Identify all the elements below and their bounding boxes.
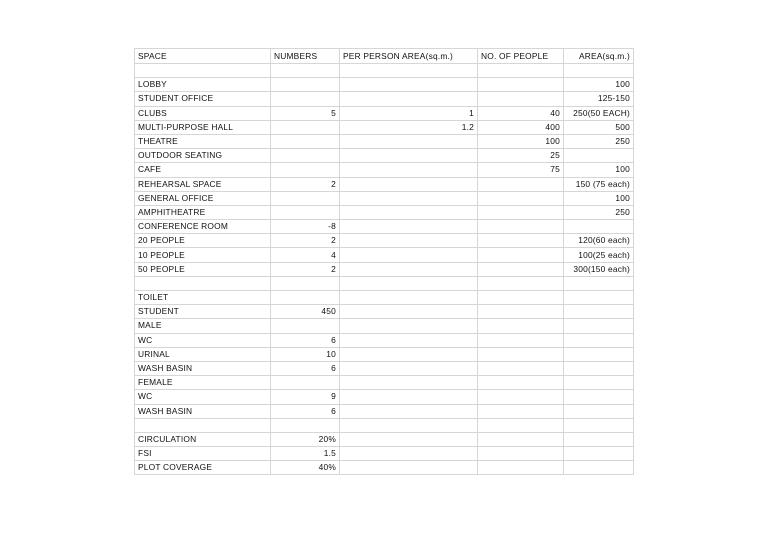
numbers-cell: [271, 418, 340, 432]
area-cell: 100: [564, 163, 634, 177]
space-cell: MALE: [135, 319, 271, 333]
no-of-people-cell: [478, 276, 564, 290]
numbers-cell: 6: [271, 361, 340, 375]
no-of-people-cell: [478, 78, 564, 92]
space-cell: FEMALE: [135, 376, 271, 390]
per-person-area-cell: [340, 291, 478, 305]
table-row: [135, 276, 634, 290]
table-row: [135, 205, 634, 219]
area-cell: [564, 404, 634, 418]
no-of-people-cell: [478, 461, 564, 475]
header-space: SPACE: [135, 49, 271, 64]
no-of-people-cell: [478, 177, 564, 191]
space-cell: [135, 418, 271, 432]
numbers-cell: 1.5: [271, 447, 340, 461]
space-cell: LOBBY: [135, 78, 271, 92]
area-cell: [564, 361, 634, 375]
no-of-people-cell: [478, 92, 564, 106]
table-row: [135, 149, 634, 163]
table-row: [135, 191, 634, 205]
per-person-area-cell: [340, 220, 478, 234]
no-of-people-cell: [478, 447, 564, 461]
numbers-cell: [271, 276, 340, 290]
per-person-area-cell: [340, 149, 478, 163]
space-cell: URINAL: [135, 347, 271, 361]
space-cell: WC: [135, 390, 271, 404]
no-of-people-cell: [478, 404, 564, 418]
numbers-cell: 40%: [271, 461, 340, 475]
area-cell: [564, 220, 634, 234]
table-row: [135, 78, 634, 92]
space-cell: WC: [135, 333, 271, 347]
space-cell: WASH BASIN: [135, 404, 271, 418]
per-person-area-cell: [340, 205, 478, 219]
per-person-area-cell: [340, 418, 478, 432]
space-cell: [135, 64, 271, 78]
numbers-cell: [271, 120, 340, 134]
no-of-people-cell: [478, 64, 564, 78]
table-row: [135, 333, 634, 347]
table-row: [135, 291, 634, 305]
per-person-area-cell: [340, 234, 478, 248]
numbers-cell: [271, 191, 340, 205]
per-person-area-cell: [340, 92, 478, 106]
per-person-area-cell: [340, 262, 478, 276]
area-cell: [564, 291, 634, 305]
space-cell: 50 PEOPLE: [135, 262, 271, 276]
area-cell: 120(60 each): [564, 234, 634, 248]
numbers-cell: [271, 376, 340, 390]
no-of-people-cell: 75: [478, 163, 564, 177]
area-cell: 250: [564, 134, 634, 148]
numbers-cell: 6: [271, 404, 340, 418]
no-of-people-cell: [478, 347, 564, 361]
per-person-area-cell: [340, 78, 478, 92]
no-of-people-cell: [478, 333, 564, 347]
no-of-people-cell: [478, 205, 564, 219]
numbers-cell: [271, 64, 340, 78]
space-cell: CONFERENCE ROOM: [135, 220, 271, 234]
space-cell: WASH BASIN: [135, 361, 271, 375]
table-row: [135, 390, 634, 404]
space-cell: REHEARSAL SPACE: [135, 177, 271, 191]
numbers-cell: 10: [271, 347, 340, 361]
area-cell: 100: [564, 78, 634, 92]
space-cell: STUDENT OFFICE: [135, 92, 271, 106]
table-row: [135, 163, 634, 177]
no-of-people-cell: 100: [478, 134, 564, 148]
area-program-table: [134, 48, 634, 475]
no-of-people-cell: [478, 319, 564, 333]
space-cell: AMPHITHEATRE: [135, 205, 271, 219]
per-person-area-cell: [340, 134, 478, 148]
table-row: [135, 305, 634, 319]
area-cell: [564, 64, 634, 78]
numbers-cell: 6: [271, 333, 340, 347]
per-person-area-cell: [340, 305, 478, 319]
table-row: [135, 361, 634, 375]
space-cell: STUDENT: [135, 305, 271, 319]
table-row: [135, 234, 634, 248]
table-row: [135, 461, 634, 475]
per-person-area-cell: [340, 177, 478, 191]
numbers-cell: [271, 205, 340, 219]
table-row: [135, 319, 634, 333]
no-of-people-cell: [478, 248, 564, 262]
table-row: [135, 432, 634, 446]
numbers-cell: [271, 149, 340, 163]
table-row: [135, 376, 634, 390]
numbers-cell: 4: [271, 248, 340, 262]
area-cell: 150 (75 each): [564, 177, 634, 191]
per-person-area-cell: [340, 191, 478, 205]
area-cell: [564, 376, 634, 390]
header-area: AREA(sq.m.): [564, 49, 634, 64]
no-of-people-cell: [478, 376, 564, 390]
space-cell: CIRCULATION: [135, 432, 271, 446]
area-cell: 125-150: [564, 92, 634, 106]
no-of-people-cell: [478, 432, 564, 446]
table-row: [135, 248, 634, 262]
space-cell: 20 PEOPLE: [135, 234, 271, 248]
per-person-area-cell: [340, 361, 478, 375]
per-person-area-cell: [340, 163, 478, 177]
per-person-area-cell: [340, 432, 478, 446]
area-cell: [564, 461, 634, 475]
table-row: [135, 262, 634, 276]
per-person-area-cell: [340, 376, 478, 390]
numbers-cell: 9: [271, 390, 340, 404]
numbers-cell: 2: [271, 262, 340, 276]
no-of-people-cell: [478, 220, 564, 234]
space-cell: CLUBS: [135, 106, 271, 120]
area-cell: 250: [564, 205, 634, 219]
header-no-of-people: NO. OF PEOPLE: [478, 49, 564, 64]
numbers-cell: [271, 92, 340, 106]
space-cell: TOILET: [135, 291, 271, 305]
area-cell: [564, 333, 634, 347]
per-person-area-cell: [340, 248, 478, 262]
space-cell: GENERAL OFFICE: [135, 191, 271, 205]
no-of-people-cell: [478, 361, 564, 375]
space-cell: OUTDOOR SEATING: [135, 149, 271, 163]
per-person-area-cell: [340, 461, 478, 475]
numbers-cell: [271, 134, 340, 148]
area-cell: 100(25 each): [564, 248, 634, 262]
space-cell: MULTI-PURPOSE HALL: [135, 120, 271, 134]
area-cell: [564, 390, 634, 404]
area-cell: [564, 347, 634, 361]
table-row: [135, 447, 634, 461]
no-of-people-cell: [478, 234, 564, 248]
no-of-people-cell: 400: [478, 120, 564, 134]
per-person-area-cell: [340, 64, 478, 78]
space-cell: FSI: [135, 447, 271, 461]
no-of-people-cell: [478, 418, 564, 432]
table-row: [135, 120, 634, 134]
header-numbers: NUMBERS: [271, 49, 340, 64]
no-of-people-cell: 40: [478, 106, 564, 120]
space-cell: [135, 276, 271, 290]
space-cell: PLOT COVERAGE: [135, 461, 271, 475]
area-cell: 100: [564, 191, 634, 205]
no-of-people-cell: [478, 262, 564, 276]
numbers-cell: [271, 163, 340, 177]
area-cell: [564, 418, 634, 432]
area-cell: [564, 319, 634, 333]
no-of-people-cell: [478, 390, 564, 404]
no-of-people-cell: [478, 191, 564, 205]
numbers-cell: [271, 291, 340, 305]
area-cell: [564, 432, 634, 446]
per-person-area-cell: [340, 276, 478, 290]
space-cell: CAFE: [135, 163, 271, 177]
numbers-cell: 2: [271, 234, 340, 248]
table-row: [135, 404, 634, 418]
table-row: [135, 418, 634, 432]
area-cell: 300(150 each): [564, 262, 634, 276]
per-person-area-cell: 1: [340, 106, 478, 120]
per-person-area-cell: [340, 447, 478, 461]
per-person-area-cell: 1.2: [340, 120, 478, 134]
space-cell: THEATRE: [135, 134, 271, 148]
table-row: [135, 177, 634, 191]
area-cell: [564, 447, 634, 461]
area-cell: 250(50 EACH): [564, 106, 634, 120]
area-cell: [564, 276, 634, 290]
no-of-people-cell: [478, 291, 564, 305]
per-person-area-cell: [340, 333, 478, 347]
numbers-cell: 20%: [271, 432, 340, 446]
per-person-area-cell: [340, 404, 478, 418]
numbers-cell: [271, 78, 340, 92]
numbers-cell: [271, 319, 340, 333]
per-person-area-cell: [340, 319, 478, 333]
table-row: [135, 220, 634, 234]
numbers-cell: 450: [271, 305, 340, 319]
area-cell: 500: [564, 120, 634, 134]
area-cell: [564, 149, 634, 163]
no-of-people-cell: [478, 305, 564, 319]
table-row: [135, 64, 634, 78]
table-row: [135, 92, 634, 106]
per-person-area-cell: [340, 390, 478, 404]
no-of-people-cell: 25: [478, 149, 564, 163]
numbers-cell: -8: [271, 220, 340, 234]
table-row: [135, 106, 634, 120]
table-body: [135, 49, 634, 475]
numbers-cell: 5: [271, 106, 340, 120]
header-per-person-area: PER PERSON AREA(sq.m.): [340, 49, 478, 64]
header-row: [135, 49, 634, 64]
table-row: [135, 134, 634, 148]
per-person-area-cell: [340, 347, 478, 361]
space-cell: 10 PEOPLE: [135, 248, 271, 262]
table-row: [135, 347, 634, 361]
numbers-cell: 2: [271, 177, 340, 191]
area-cell: [564, 305, 634, 319]
